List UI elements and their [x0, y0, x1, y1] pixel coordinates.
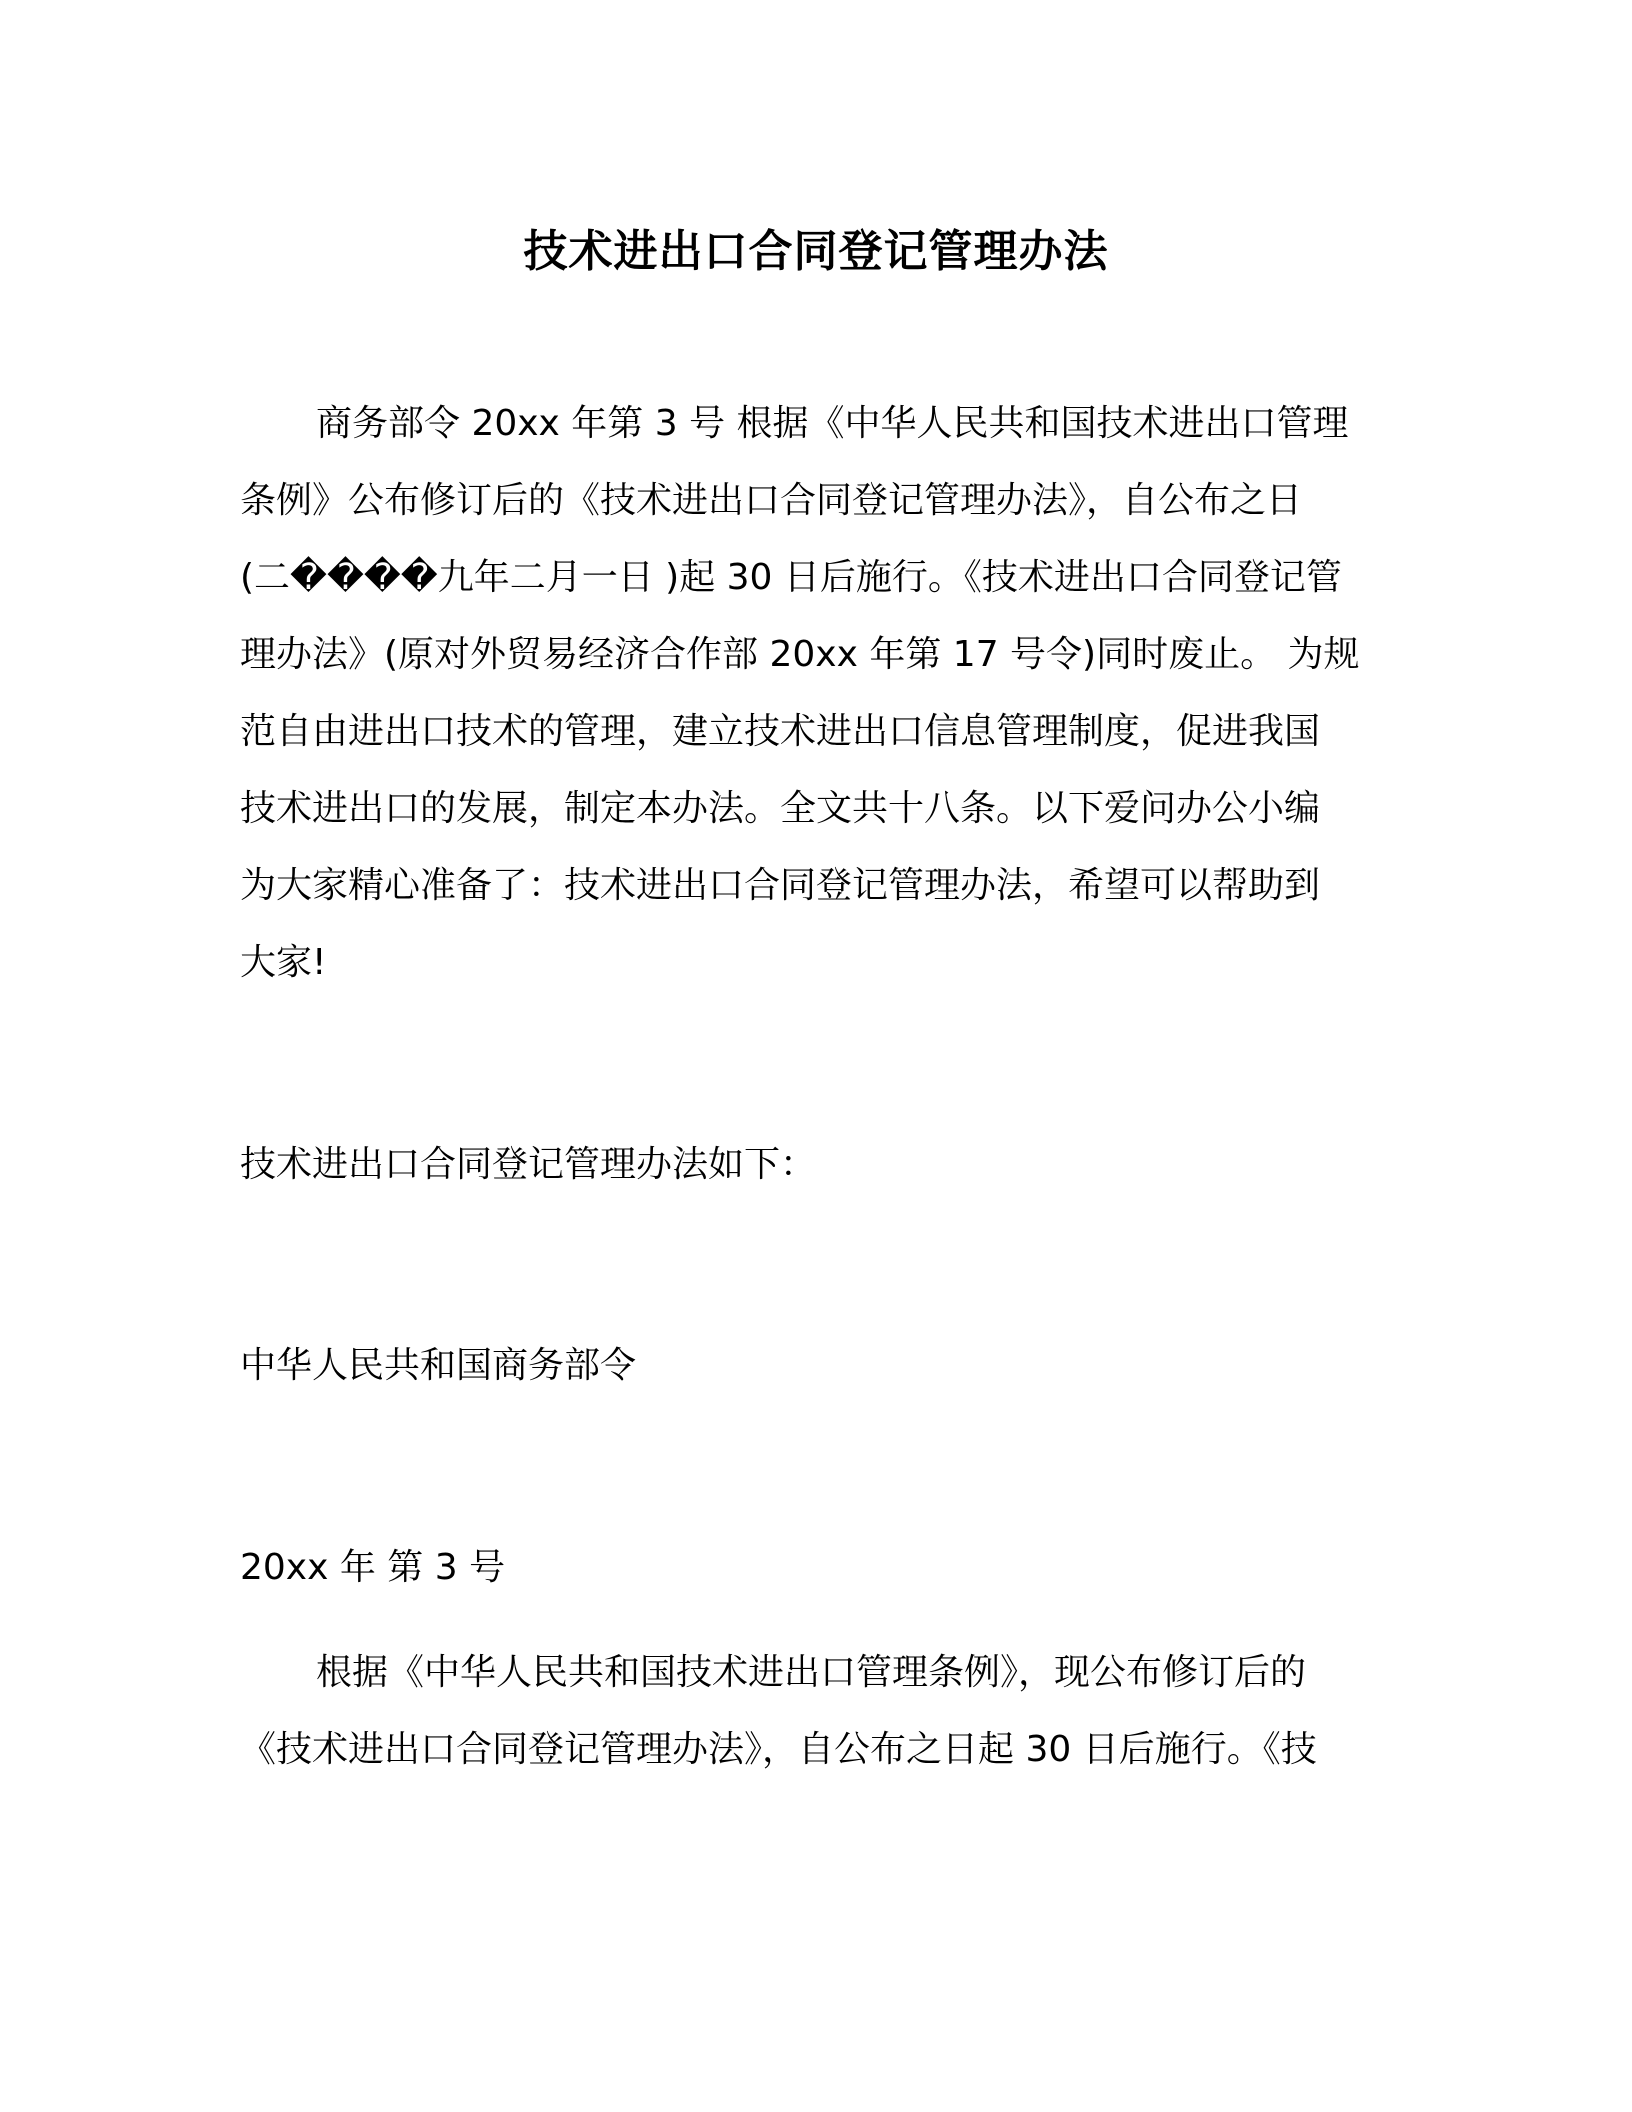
issuer-line — [240, 1327, 1382, 1404]
intro-line-7: 为大家精心准备了：技术进出口合同登记管理办法，希望可以帮助到 — [240, 865, 1321, 906]
intro-line-1: 商务部令 20xx 年第 3 号 根据《中华人民共和国技术进出口管理 — [316, 403, 1349, 444]
intro-line-5: 范自由进出口技术的管理，建立技术进出口信息管理制度，促进我国 — [240, 711, 1321, 752]
intro-paragraph — [240, 385, 1382, 1001]
intro-line-8: 大家! — [240, 942, 327, 983]
order-number-text: 20xx 年 第 3 号 — [240, 1547, 506, 1588]
intro-line-2: 条例》公布修订后的《技术进出口合同登记管理办法》，自公布之日 — [240, 480, 1303, 521]
intro-line-3: (二����九年二月一日 )起 30 日后施行。《技术进出口合同登记管 — [240, 557, 1342, 598]
body-line-2: 《技术进出口合同登记管理办法》，自公布之日起 30 日后施行。《技 — [240, 1729, 1317, 1770]
body-paragraph — [240, 1634, 1382, 1788]
section-heading-text: 技术进出口合同登记管理办法如下： — [240, 1144, 817, 1185]
section-heading — [240, 1126, 1382, 1203]
issuer-text: 中华人民共和国商务部令 — [240, 1345, 637, 1386]
order-number-line — [240, 1529, 1382, 1606]
intro-line-6: 技术进出口的发展，制定本办法。全文共十八条。以下爱问办公小编 — [240, 788, 1321, 829]
document-title: 技术进出口合同登记管理办法 — [523, 226, 1109, 277]
body-line-1: 根据《中华人民共和国技术进出口管理条例》，现公布修订后的 — [316, 1652, 1307, 1693]
intro-line-4: 理办法》(原对外贸易经济合作部 20xx 年第 17 号令)同时废止。 为规 — [240, 634, 1360, 675]
